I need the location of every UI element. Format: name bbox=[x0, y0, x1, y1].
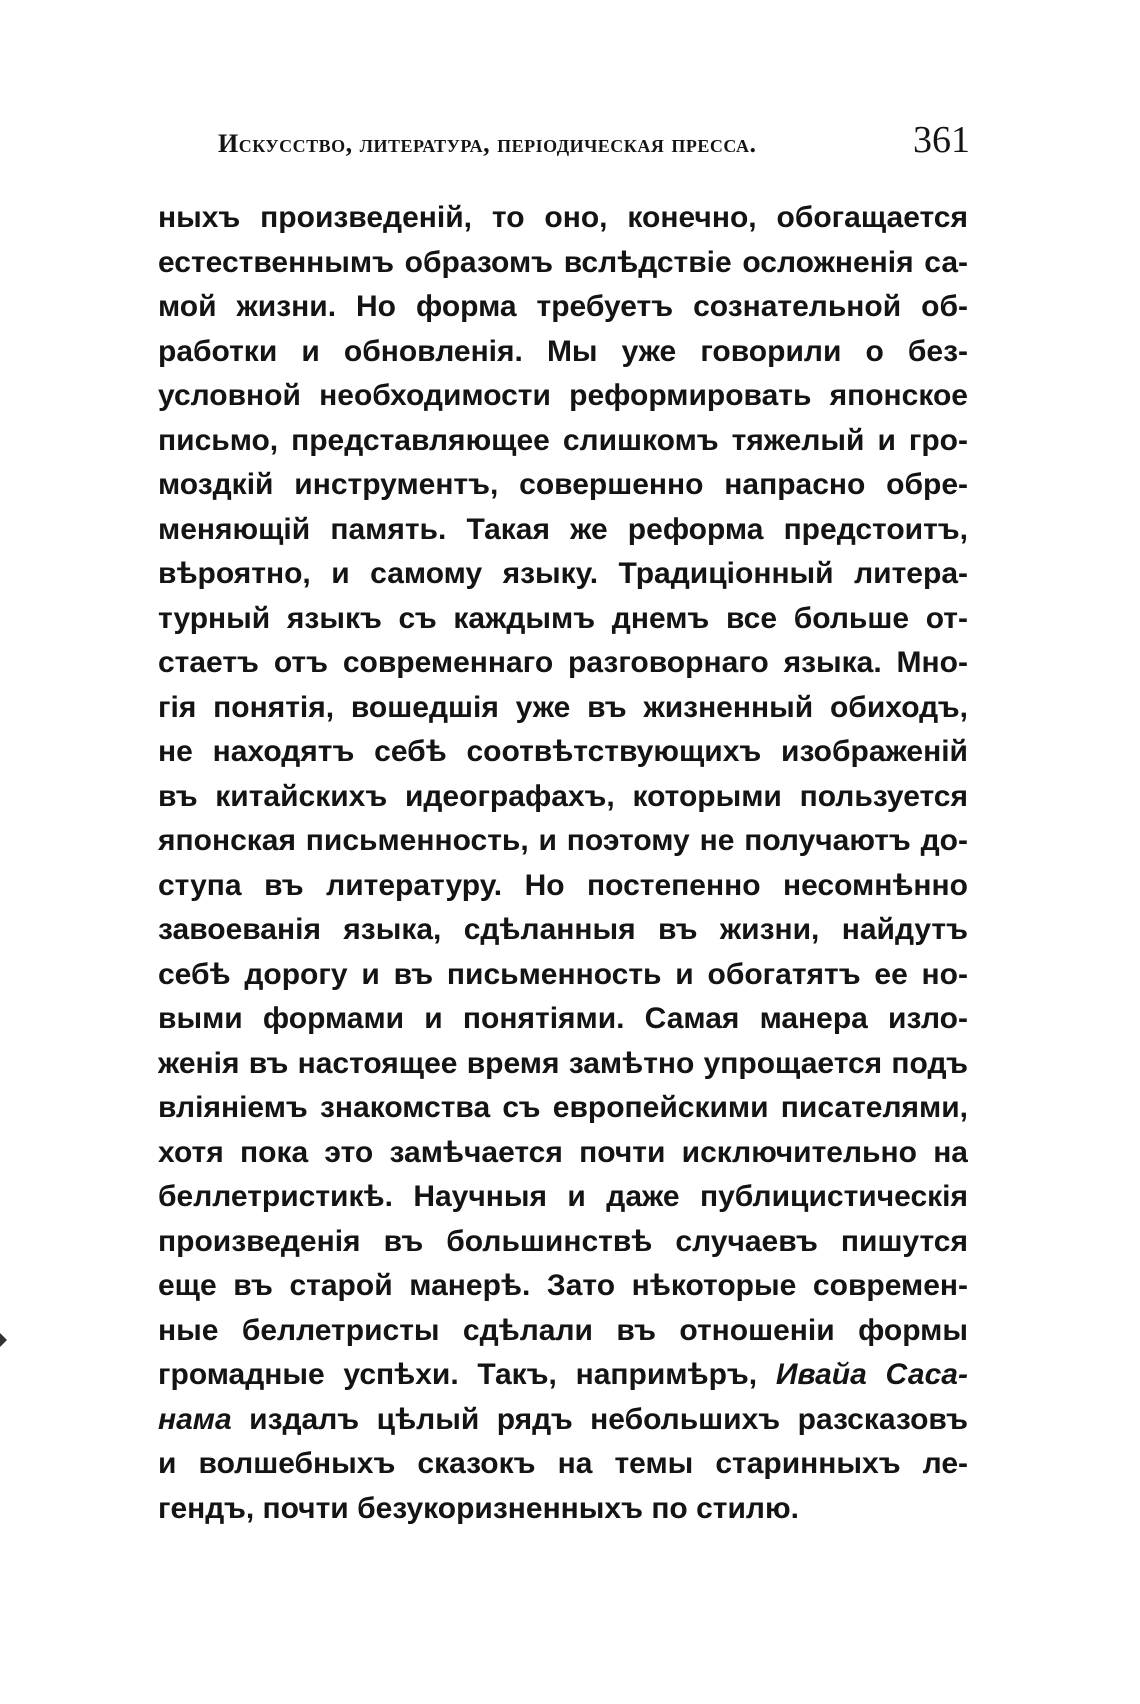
text-line: женія въ настоящее время замѣтно упрощается подъ bbox=[158, 1046, 968, 1080]
text-line: въ китайскихъ идеографахъ, которыми пользуется bbox=[158, 779, 968, 813]
text-line: вліяніемъ знакомства съ европейскими писателями, bbox=[158, 1091, 968, 1124]
running-head-title: Искусство, литература, періодическая пресса. bbox=[218, 129, 757, 158]
text-line: произведенія въ большинствѣ случаевъ пишутся bbox=[158, 1224, 968, 1258]
italic-author-name: нама bbox=[158, 1402, 232, 1436]
text-line: завоеванія языка, сдѣланныя въ жизни, найдутъ bbox=[158, 913, 968, 946]
text-line: гендъ, почти безукоризненныхъ по стилю. bbox=[158, 1491, 799, 1525]
text-line: себѣ дорогу и въ письменность и обогатятъ ее но- bbox=[158, 957, 968, 991]
text-line: условной необходимости реформировать японское bbox=[158, 379, 968, 412]
text-line: ные беллетристы сдѣлали въ отношеніи формы bbox=[158, 1313, 968, 1347]
text-line: японская письменность, и поэтому не получаютъ до- bbox=[158, 824, 968, 857]
text-segment: издалъ цѣлый рядъ небольшихъ разсказовъ bbox=[231, 1402, 968, 1436]
text-line: и волшебныхъ сказокъ на темы старинныхъ ле- bbox=[158, 1447, 968, 1480]
scan-edge-mark bbox=[0, 1333, 7, 1347]
body-text bbox=[158, 196, 968, 1531]
text-line: еще въ старой манерѣ. Зато нѣкоторые современ- bbox=[158, 1269, 968, 1302]
text-line: ступа въ литературу. Но постепенно несомнѣнно bbox=[158, 868, 968, 902]
page-number: 361 bbox=[913, 119, 970, 161]
text-line bbox=[158, 1398, 968, 1443]
text-line: стаетъ отъ современнаго разговорнаго языка. Мно- bbox=[158, 646, 968, 679]
text-line: естественнымъ образомъ вслѣдствіе осложненія са- bbox=[158, 245, 968, 279]
text-segment: громадные успѣхи. Такъ, напримѣръ, bbox=[158, 1358, 776, 1391]
text-line: работки и обновленія. Мы уже говорили о без- bbox=[158, 334, 968, 368]
text-line bbox=[158, 1353, 968, 1398]
text-line: гія понятія, вошедшія уже въ жизненный обиходъ, bbox=[158, 690, 968, 724]
text-line: письмо, представляющее слишкомъ тяжелый и гро- bbox=[158, 423, 968, 457]
text-line: хотя пока это замѣчается почти исключительно на bbox=[158, 1135, 968, 1169]
text-line: ныхъ произведеній, то оно, конечно, обогащается bbox=[158, 201, 968, 234]
text-line: не находятъ себѣ соотвѣтствующихъ изображеній bbox=[158, 735, 968, 768]
running-head bbox=[218, 118, 970, 178]
text-line: беллетристикѣ. Научныя и даже публицистическія bbox=[158, 1180, 968, 1213]
italic-author-name: Ивайа Саса- bbox=[775, 1358, 968, 1391]
text-line: моздкій инструментъ, совершенно напрасно обре- bbox=[158, 468, 968, 501]
text-line: вѣроятно, и самому языку. Традиціонный литера- bbox=[158, 557, 968, 590]
text-line: меняющій память. Такая же реформа предстоитъ, bbox=[158, 512, 968, 546]
text-line: турный языкъ съ каждымъ днемъ все больше от- bbox=[158, 601, 968, 635]
text-line: выми формами и понятіями. Самая манера изло- bbox=[158, 1002, 968, 1035]
text-line: мой жизни. Но форма требуетъ сознательной об- bbox=[158, 290, 968, 323]
